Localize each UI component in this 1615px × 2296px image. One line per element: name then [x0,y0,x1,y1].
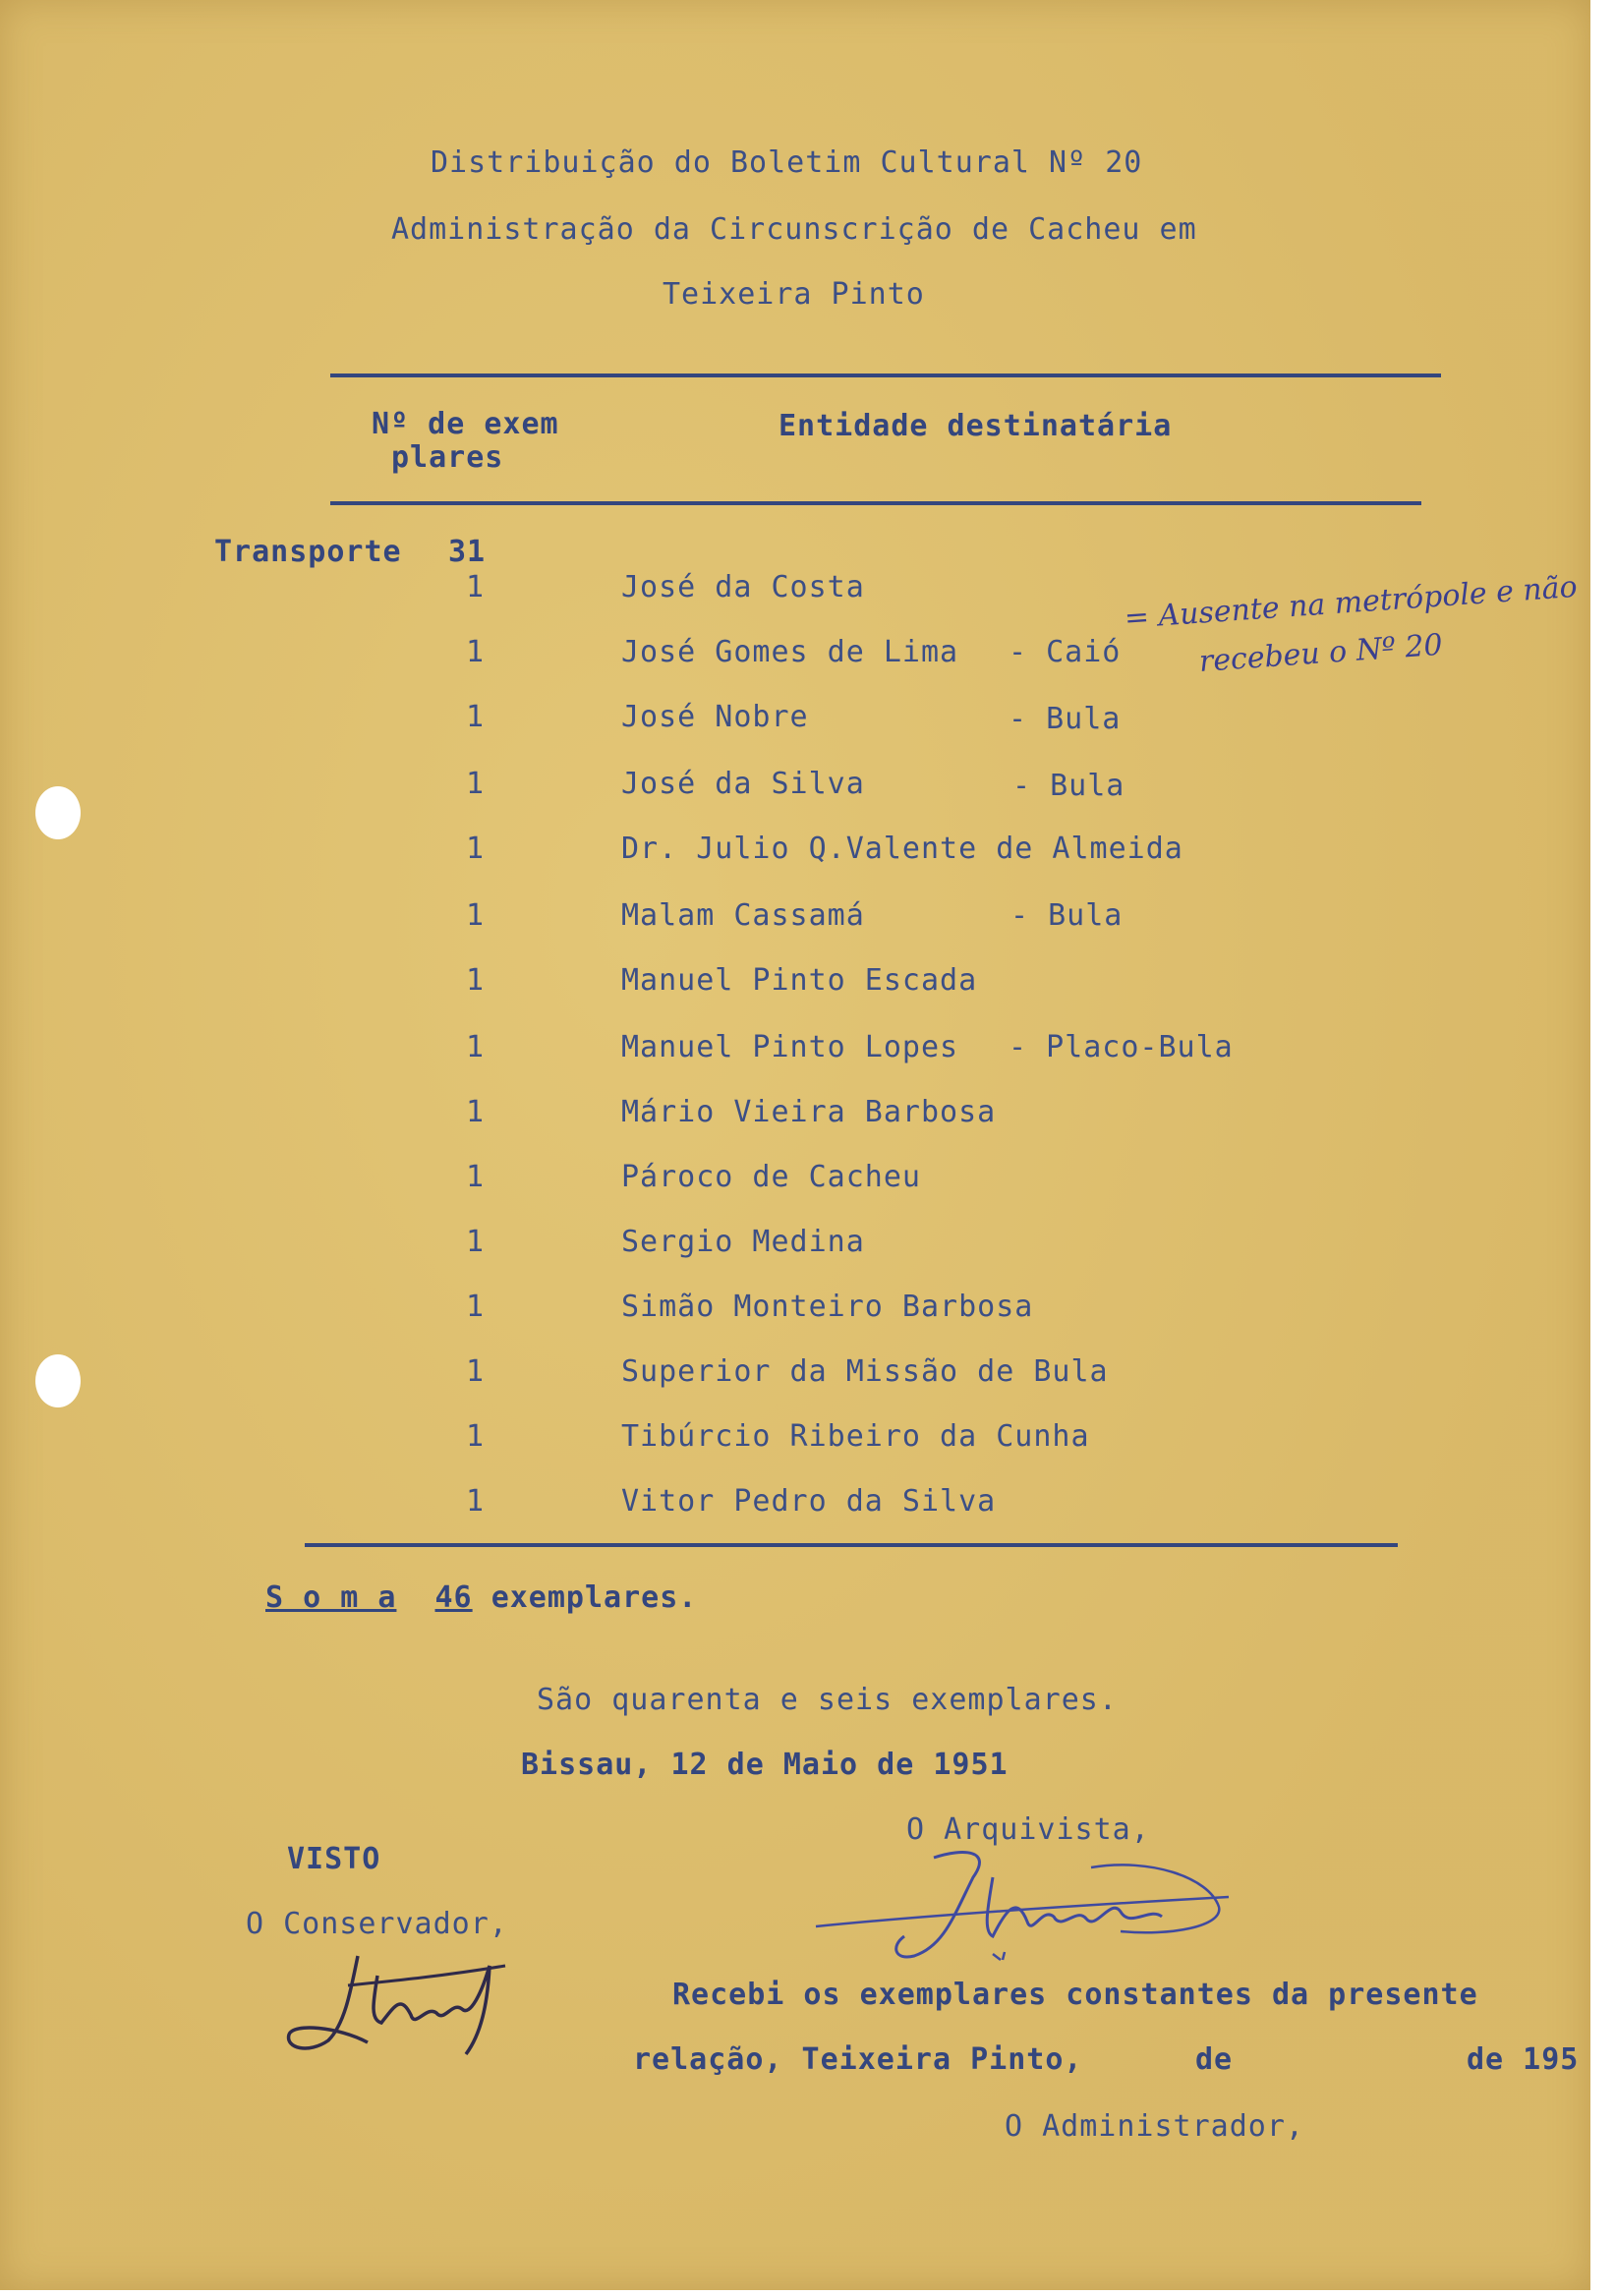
receipt-text: Recebi os exemplares constantes da presente [672,1978,1478,2012]
punch-hole [35,786,81,839]
row-name: Pároco de Cacheu [621,1160,921,1194]
table-header-rule [330,501,1421,505]
row-name: Tibúrcio Ribeiro da Cunha [621,1419,1090,1454]
soma-line [265,1580,697,1615]
row-name: José da Costa [621,570,865,604]
header-title: Distribuição do Boletim Cultural Nº 20 [431,145,1143,180]
row-name: José da Silva [621,767,865,801]
row-count: 1 [466,1354,486,1389]
administrator-label: O Administrador, [1005,2109,1304,2144]
column-header-entity: Entidade destinatária [779,409,1173,443]
row-count: 1 [466,832,486,866]
row-count: 1 [466,1160,486,1194]
row-count: 1 [466,635,486,669]
row-name: Dr. Julio Q.Valente de Almeida [621,832,1183,866]
row-name: Superior da Missão de Bula [621,1354,1109,1389]
row-place: - Bula [1009,702,1122,736]
column-header-count: Nº de exem [372,407,559,441]
row-name: Mário Vieira Barbosa [621,1095,997,1129]
row-count: 1 [466,1030,486,1064]
receipt-place: relação, Teixeira Pinto, [633,2042,1083,2077]
place-date: Bissau, 12 de Maio de 1951 [521,1748,1009,1782]
row-count: 1 [466,898,486,933]
row-count: 1 [466,767,486,801]
row-count: 1 [466,963,486,998]
archivist-label: O Arquivista, [906,1812,1150,1847]
row-count: 1 [466,1484,486,1519]
soma-unit: exemplares. [490,1580,698,1615]
row-count: 1 [466,1419,486,1454]
conservator-label: O Conservador, [246,1907,508,1941]
receipt-year: de 195 [1467,2042,1580,2077]
transport-label: Transporte [214,535,402,569]
soma-value: 46 [434,1580,473,1615]
handwritten-note: = Ausente na metrópole e não [1123,569,1579,636]
row-count: 1 [466,570,486,604]
row-place: - Bula [1010,898,1124,933]
row-name: José Nobre [621,700,809,734]
total-in-words: São quarenta e seis exemplares. [537,1683,1118,1717]
conservator-signature [279,1946,535,2074]
header-location: Teixeira Pinto [663,277,925,312]
punch-hole [35,1354,81,1407]
row-name: Manuel Pinto Lopes [621,1030,959,1064]
visto-label: VISTO [287,1842,381,1876]
table-bottom-rule [305,1543,1398,1547]
receipt-de: de [1195,2042,1234,2077]
row-name: Manuel Pinto Escada [621,963,978,998]
row-name: Sergio Medina [621,1225,865,1259]
row-name: Vitor Pedro da Silva [621,1484,997,1519]
row-count: 1 [466,700,486,734]
row-place: - Bula [1012,769,1125,803]
header-subtitle: Administração da Circunscrição de Cacheu em [391,212,1197,247]
row-place: - Placo-Bula [1009,1030,1234,1064]
transport-value: 31 [448,535,487,569]
row-name: Simão Monteiro Barbosa [621,1290,1034,1324]
row-count: 1 [466,1290,486,1324]
column-header-count-cont: plares [391,440,504,475]
handwritten-note-cont: recebeu o Nº 20 [1197,627,1444,679]
archivist-signature [796,1838,1268,1985]
header-rule [330,373,1441,377]
row-count: 1 [466,1095,486,1129]
soma-label: S o m a [265,1580,397,1615]
row-name: Malam Cassamá [621,898,865,933]
row-place: - Caió [1009,635,1122,669]
row-count: 1 [466,1225,486,1259]
row-name: José Gomes de Lima [621,635,959,669]
